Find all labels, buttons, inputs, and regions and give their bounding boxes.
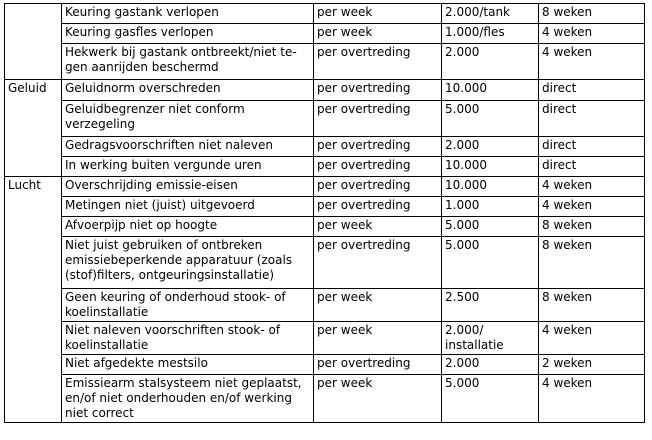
term-cell: 4 weken	[539, 375, 645, 423]
table-row	[5, 322, 645, 355]
term-cell: 8 weken	[539, 289, 645, 322]
amount-cell: 1.000	[442, 197, 539, 217]
amount-cell: 5.000	[442, 101, 539, 137]
term-cell: 4 weken	[539, 177, 645, 197]
table-row	[5, 217, 645, 237]
table-row	[5, 101, 645, 137]
table-row	[5, 4, 645, 24]
term-cell: 8 weken	[539, 237, 645, 289]
unit-cell: per week	[314, 375, 442, 423]
violation-cell: Geluidnorm overschreden	[62, 80, 314, 101]
violation-cell: Niet naleven voorschriften stook- of koelinstallatie	[62, 322, 314, 355]
table-row	[5, 237, 645, 289]
table-row	[5, 177, 645, 197]
unit-cell: per overtreding	[314, 157, 442, 177]
violation-cell: Keuring gasfles verlopen	[62, 24, 314, 44]
amount-cell: 2.000	[442, 44, 539, 80]
amount-cell: 10.000	[442, 80, 539, 101]
violation-cell: Metingen niet (juist) uitgevoerd	[62, 197, 314, 217]
violation-cell: Niet afgedekte mestsilo	[62, 355, 314, 375]
amount-cell: 2.000/tank	[442, 4, 539, 24]
amount-cell: 10.000	[442, 177, 539, 197]
term-cell: direct	[539, 80, 645, 101]
amount-cell: 2.000/ installatie	[442, 322, 539, 355]
amount-cell: 5.000	[442, 217, 539, 237]
sanctions-table	[4, 3, 645, 423]
unit-cell: per overtreding	[314, 137, 442, 157]
amount-cell: 2.000	[442, 355, 539, 375]
term-cell: direct	[539, 157, 645, 177]
term-cell: direct	[539, 101, 645, 137]
unit-cell: per week	[314, 4, 442, 24]
table-row	[5, 289, 645, 322]
category-cell: Lucht	[5, 177, 62, 423]
unit-cell: per week	[314, 24, 442, 44]
term-cell: 8 weken	[539, 217, 645, 237]
violation-cell: Keuring gastank verlopen	[62, 4, 314, 24]
term-cell: 2 weken	[539, 355, 645, 375]
table-row	[5, 355, 645, 375]
table-row	[5, 24, 645, 44]
amount-cell: 10.000	[442, 157, 539, 177]
term-cell: 4 weken	[539, 24, 645, 44]
table-row	[5, 157, 645, 177]
violation-cell: Emissiearm stalsysteem niet geplaatst, en/of niet onderhouden en/of werking niet correct	[62, 375, 314, 423]
term-cell: 8 weken	[539, 4, 645, 24]
table-row	[5, 44, 645, 80]
table-row	[5, 375, 645, 423]
table-row	[5, 80, 645, 101]
violation-cell: Afvoerpijp niet op hoogte	[62, 217, 314, 237]
term-cell: direct	[539, 137, 645, 157]
unit-cell: per week	[314, 322, 442, 355]
unit-cell: per overtreding	[314, 355, 442, 375]
violation-cell: Hekwerk bij gastank ontbreekt/niet te-gen aanrijden beschermd	[62, 44, 314, 80]
unit-cell: per overtreding	[314, 177, 442, 197]
violation-cell: Overschrijding emissie-eisen	[62, 177, 314, 197]
category-cell	[5, 4, 62, 80]
unit-cell: per overtreding	[314, 44, 442, 80]
amount-cell: 5.000	[442, 237, 539, 289]
violation-cell: Gedragsvoorschriften niet naleven	[62, 137, 314, 157]
unit-cell: per overtreding	[314, 197, 442, 217]
unit-cell: per week	[314, 289, 442, 322]
term-cell: 4 weken	[539, 44, 645, 80]
violation-cell: Niet juist gebruiken of ontbreken emissiebeperkende apparatuur (zoals (stof)filters, ontgeuringsinstallatie)	[62, 237, 314, 289]
amount-cell: 2.000	[442, 137, 539, 157]
term-cell: 4 weken	[539, 322, 645, 355]
term-cell: 4 weken	[539, 197, 645, 217]
unit-cell: per overtreding	[314, 101, 442, 137]
unit-cell: per week	[314, 217, 442, 237]
amount-cell: 5.000	[442, 375, 539, 423]
violation-cell: In werking buiten vergunde uren	[62, 157, 314, 177]
violation-cell: Geluidbegrenzer niet conform verzegeling	[62, 101, 314, 137]
table-row	[5, 137, 645, 157]
table-row	[5, 197, 645, 217]
amount-cell: 2.500	[442, 289, 539, 322]
unit-cell: per overtreding	[314, 80, 442, 101]
category-cell: Geluid	[5, 80, 62, 177]
unit-cell: per overtreding	[314, 237, 442, 289]
table-body	[5, 4, 645, 423]
violation-cell: Geen keuring of onderhoud stook- of koelinstallatie	[62, 289, 314, 322]
amount-cell: 1.000/fles	[442, 24, 539, 44]
document-page	[4, 3, 645, 423]
